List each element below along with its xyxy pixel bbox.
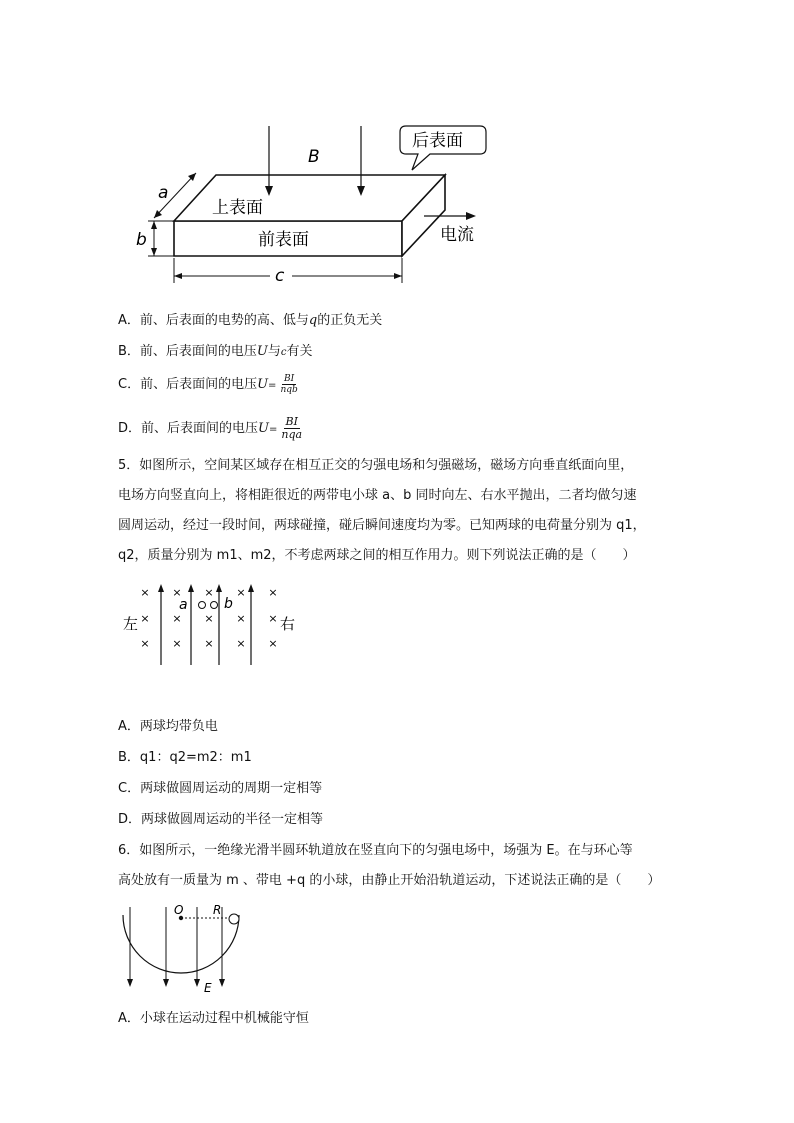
label-left: 左 [123,615,139,633]
field-cross: × [236,612,246,625]
label-ball-b: b [224,596,233,612]
field-cross: × [236,586,246,599]
ball-a [199,602,206,609]
label-current: 电流 [440,225,474,245]
q5-stem: 5．如图所示，空间某区域存在相互正交的匀强电场和匀强磁场，磁场方向垂直纸面向里， 电场方向竖直向上，将相距很近的两带电小球 a、b 同时向左、右水平抛出，二者均做匀速 圆周运动，经过一段时间，两球碰撞，碰后瞬间速度均为零。已知两球的电荷量分别为 q1， q2，质量分别为 m1、m2，不考虑两球之间的相互作用力。则下列说法正确的是（ ） [118,458,646,563]
dimension-c-arrow-right [394,273,402,279]
q5-option-a: A．两球均带负电 [118,719,218,734]
ball-b [211,602,218,609]
field-cross: × [204,586,214,599]
q4-option-b: B．前、后表面间的电压U与c有关 [118,344,313,359]
field-cross: × [204,637,214,650]
dimension-c-arrow-left [174,273,182,279]
formula-c-fraction: $\frac{BI}{\text{nqb}}$ [280,374,298,395]
field-cross: × [140,612,150,625]
q5-option-d: D．两球做圆周运动的半径一定相等 [118,812,324,827]
field-line-arrowhead [158,584,164,592]
field-line-arrowhead [163,979,169,987]
label-B: B [308,147,320,167]
label-c: c [275,266,285,286]
q4-option-c: C．前、后表面间的电压U= $\frac{BI}{\text{nqb}}$ [118,374,298,395]
label-right: 右 [280,615,296,633]
charged-ball [229,914,239,924]
dimension-b-arrow-top [151,221,157,229]
field-cross: × [204,612,214,625]
field-line-arrowhead [219,979,225,987]
q5-field-figure [120,583,310,668]
q5-option-b: B．q1：q2=m2：m1 [118,750,252,765]
current-arrowhead [466,212,476,220]
field-cross: × [172,586,182,599]
field-cross: × [268,612,278,625]
label-back-surface: 后表面 [412,131,463,151]
label-E: E [204,981,212,995]
label-a: a [158,183,169,203]
label-b: b [136,230,147,250]
electric-field-lines-down [127,907,225,987]
field-line-arrowhead [127,979,133,987]
field-cross: × [172,637,182,650]
field-cross: × [140,586,150,599]
label-front-surface: 前表面 [258,230,309,250]
q6-option-a: A．小球在运动过程中机械能守恒 [118,1011,309,1026]
q6-semicircle-figure [118,903,248,998]
field-cross: × [172,612,182,625]
label-ball-a: a [179,597,188,613]
field-line-arrowhead [194,979,200,987]
label-R: R [213,903,222,917]
label-top-surface: 上表面 [212,198,263,218]
q4-option-a: A．前、后表面的电势的高、低与q的正负无关 [118,313,383,328]
field-cross: × [268,637,278,650]
q6-stem: 6．如图所示，一绝缘光滑半圆环轨道放在竖直向下的匀强电场中，场强为 E。在与环心等 高处放有一质量为 m 、带电 +q 的小球，由静止开始沿轨道运动，下述说法正确的是（ ） [118,843,661,888]
q4-option-d: D．前、后表面间的电压U= $\frac{BI}{\text{nqa}}$ [118,415,303,441]
hall-effect-figure [130,118,490,288]
q5-option-c: C．两球做圆周运动的周期一定相等 [118,781,323,796]
field-line-arrowhead [188,584,194,592]
field-line-arrowhead [248,584,254,592]
dimension-b-arrow-bottom [151,248,157,256]
field-cross: × [236,637,246,650]
label-O: O [174,903,184,917]
field-line-arrowhead [216,584,222,592]
field-cross: × [140,637,150,650]
formula-d-fraction: $\frac{BI}{\text{nqa}}$ [281,415,303,441]
field-cross: × [268,586,278,599]
